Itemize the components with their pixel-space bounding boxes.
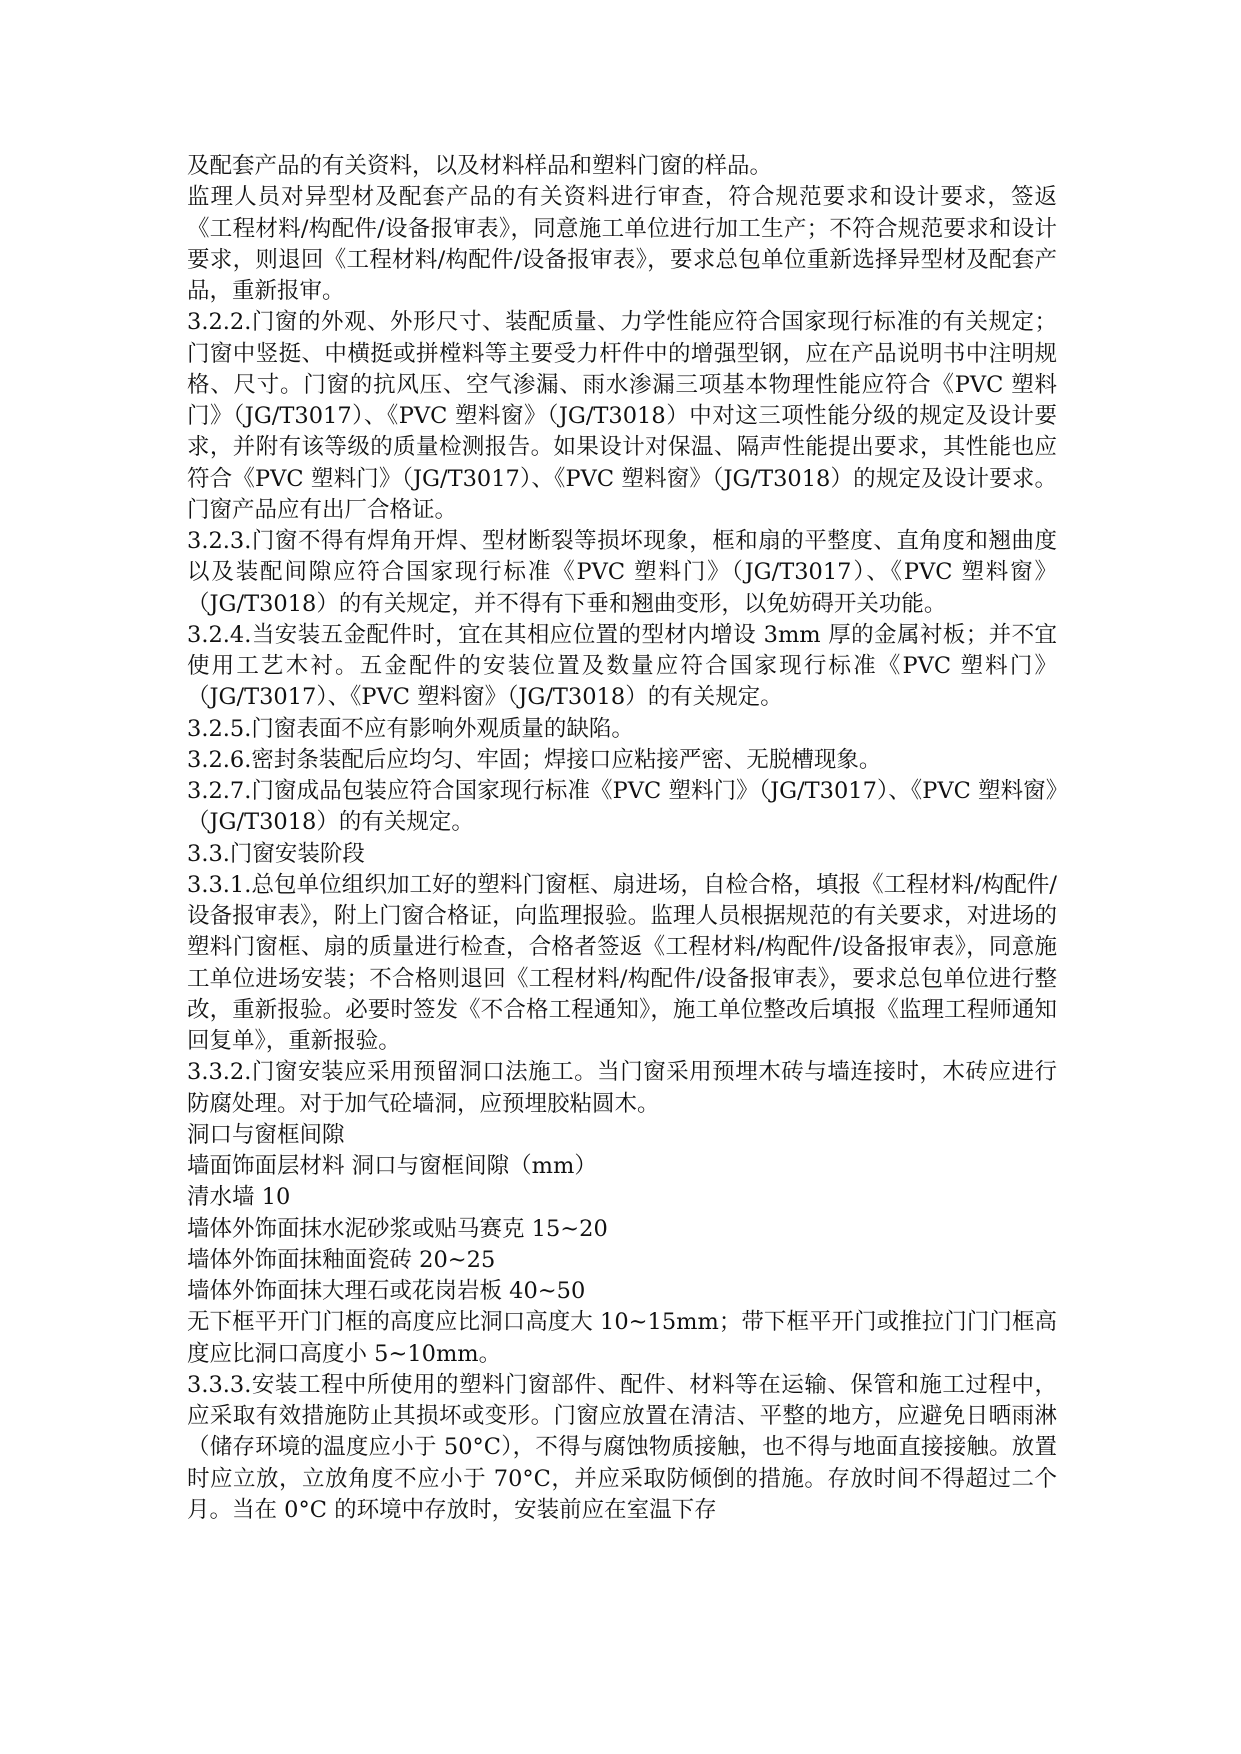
- table-header-row: 墙面饰面层材料 洞口与窗框间隙（mm）: [187, 1153, 597, 1179]
- table-row: 墙体外饰面抹大理石或花岗岩板 40~50: [187, 1278, 586, 1304]
- table-row: 墙体外饰面抹釉面瓷砖 20~25: [187, 1246, 496, 1273]
- paragraph-3-2-2: 3.2.2.门窗的外观、外形尺寸、装配质量、力学性能应符合国家现行标准的有关规定；门窗中竖挺、中横挺或拼樘料等主要受力杆件中的增强型钢，应在产品说明书中注明规格、尺寸。门窗的抗风压、空气渗漏、雨水渗漏三项基本物理性能应符合《PVC 塑料门》（JG/T3017）、《PVC 塑料窗》（JG/T3018）中对这三项性能分级的规定及设计要求，并附有该等级的质量检测报告。如果设计对保温、隔声性能提出要求，其性能也应符合《PVC 塑料门》（JG/T3017）、《PVC 塑料窗》（JG/T3018）的规定及设计要求。门窗产品应有出厂合格证。: [187, 309, 1057, 523]
- paragraph-3-2-6: 3.2.6.密封条装配后应均匀、牢固；焊接口应粘接严密、无脱槽现象。: [187, 746, 882, 773]
- table-row: 清水墙 10: [187, 1184, 291, 1211]
- table-row: 墙体外饰面抹水泥砂浆或贴马赛克 15~20: [187, 1215, 608, 1242]
- paragraph-3-2-3: 3.2.3.门窗不得有焊角开焊、型材断裂等损坏现象，框和扇的平整度、直角度和翘曲度以及装配间隙应符合国家现行标准《PVC 塑料门》（JG/T3017）、《PVC 塑料窗》（JG/T3018）的有关规定，并不得有下垂和翘曲变形，以免妨碍开关功能。: [187, 528, 1057, 617]
- paragraph-3-3-3: 3.3.3.安装工程中所使用的塑料门窗部件、配件、材料等在运输、保管和施工过程中，应采取有效措施防止其损坏或变形。门窗应放置在清洁、平整的地方，应避免日晒雨淋（储存环境的温度应小于 50°C），不得与腐蚀物质接触，也不得与地面直接接触。放置时应立放，立放角度不应小于 70°C，并应采取防倾倒的措施。存放时间不得超过二个月。当在 0°C 的环境中存放时，安装前应在室温下存: [187, 1371, 1057, 1523]
- paragraph-3-3-2: 3.3.2.门窗安装应采用预留洞口法施工。当门窗采用预埋木砖与墙连接时，木砖应进行防腐处理。对于加气砼墙洞，应预埋胶粘圆木。: [187, 1059, 1057, 1117]
- paragraph-review: 监理人员对异型材及配套产品的有关资料进行审查，符合规范要求和设计要求，签返《工程材料/构配件/设备报审表》，同意施工单位进行加工生产；不符合规范要求和设计要求，则退回《工程材料/构配件/设备报审表》，要求总包单位重新选择异型材及配套产品，重新报审。: [187, 184, 1057, 304]
- paragraph-3-3-1: 3.3.1.总包单位组织加工好的塑料门窗框、扇进场，自检合格，填报《工程材料/构配件/设备报审表》，附上门窗合格证，向监理报验。监理人员根据规范的有关要求，对进场的塑料门窗框、扇的质量进行检查，合格者签返《工程材料/构配件/设备报审表》，同意施工单位进场安装；不合格则退回《工程材料/构配件/设备报审表》，要求总包单位进行整改，重新报验。必要时签发《不合格工程通知》，施工单位整改后填报《监理工程师通知回复单》，重新报验。: [187, 871, 1057, 1054]
- document-body: [187, 151, 1057, 1526]
- paragraph-3-2-5: 3.2.5.门窗表面不应有影响外观质量的缺陷。: [187, 715, 634, 742]
- paragraph-intro: 及配套产品的有关资料，以及材料样品和塑料门窗的样品。: [187, 153, 773, 179]
- paragraph-3-2-4: 3.2.4.当安装五金配件时，宜在其相应位置的型材内增设 3mm 厚的金属衬板；并不宜使用工艺木衬。五金配件的安装位置及数量应符合国家现行标准《PVC 塑料门》（JG/T3017）、《PVC 塑料窗》（JG/T3018）的有关规定。: [187, 621, 1057, 711]
- section-heading-3-3: 3.3.门窗安装阶段: [187, 840, 365, 867]
- paragraph-door-frame: 无下框平开门门框的高度应比洞口高度大 10~15mm；带下框平开门或推拉门门门框高度应比洞口高度小 5~10mm。: [187, 1309, 1057, 1367]
- paragraph-3-2-7: 3.2.7.门窗成品包装应符合国家现行标准《PVC 塑料门》（JG/T3017）、《PVC 塑料窗》（JG/T3018）的有关规定。: [187, 778, 1057, 836]
- table-caption: 洞口与窗框间隙: [187, 1121, 345, 1148]
